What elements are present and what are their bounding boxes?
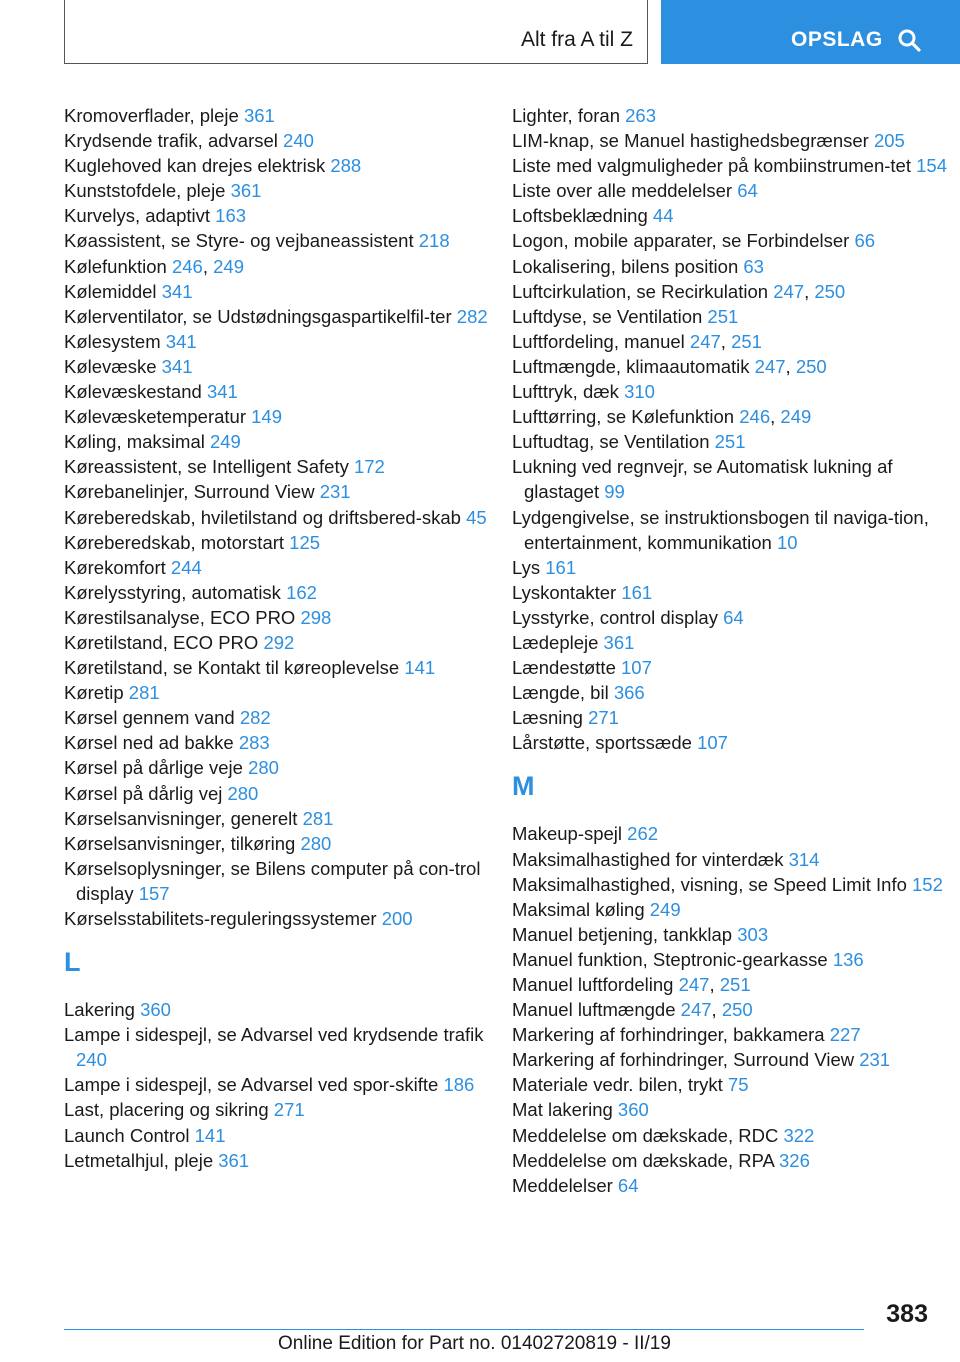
index-entry-text: Kølesystem <box>64 330 161 352</box>
index-entry <box>64 1148 504 1173</box>
index-entry-text: Kurvelys, adaptivt <box>64 205 211 227</box>
index-entry-text: Kørselsoplysninger, se Bilens computer på con-trol display <box>64 857 481 904</box>
index-entry-text: Køretilstand, ECO PRO <box>64 631 259 653</box>
index-entry <box>64 354 504 379</box>
index-entry-text: Kørebanelinjer, Surround View <box>64 481 315 503</box>
page-link[interactable]: 231 <box>859 1049 891 1071</box>
index-entry <box>64 153 504 178</box>
page-link[interactable]: 361 <box>603 631 635 653</box>
index-entry <box>64 997 504 1022</box>
page-link[interactable]: 280 <box>227 782 259 804</box>
page-link[interactable]: 249 <box>209 431 241 453</box>
index-entry: Manuel luftfordeling 247, 251 <box>512 974 751 995</box>
index-entry <box>64 1072 504 1097</box>
page-link[interactable]: 154 <box>916 155 947 177</box>
index-entry <box>64 856 504 906</box>
page-link[interactable]: 303 <box>737 923 769 945</box>
page-link[interactable]: 282 <box>239 707 271 729</box>
section-letter: L <box>64 947 81 978</box>
page-number: 383 <box>886 1300 928 1328</box>
index-entry-text: Lokalisering, bilens position <box>512 255 739 277</box>
index-entry <box>512 655 952 680</box>
index-entry <box>512 178 952 203</box>
page-link[interactable]: 247 <box>680 999 712 1021</box>
index-entry-text: Kølevæsketemperatur <box>64 406 246 428</box>
page-link[interactable]: 136 <box>832 948 864 970</box>
lookup-label: OPSLAG <box>791 28 883 51</box>
index-entry-text: Meddelelse om dækskade, RDC <box>512 1124 779 1146</box>
page-link[interactable]: 271 <box>588 707 619 729</box>
page-link[interactable]: 247 <box>754 355 786 377</box>
index-entry <box>64 128 504 153</box>
index-entry-text: Lysstyrke, control display <box>512 606 718 628</box>
index-entry-text: Kølefunktion <box>64 255 167 277</box>
index-entry-text: Køling, maksimal <box>64 431 205 453</box>
index-entry-text: Kølevæskestand <box>64 381 202 403</box>
index-entry-text: Kølevæske <box>64 355 157 377</box>
index-entry <box>64 530 504 555</box>
index-entry <box>512 429 952 454</box>
index-entry-text: Manuel luftmængde <box>512 999 676 1021</box>
index-entry <box>512 203 952 228</box>
page-link[interactable]: 162 <box>286 581 317 603</box>
index-entry-text: Kuglehoved kan drejes elektrisk <box>64 155 326 177</box>
index-entry-text: Kørestilsanalyse, ECO PRO <box>64 606 296 628</box>
index-entry-text: Køretilstand, se Kontakt til køreoplevelse <box>64 657 400 679</box>
index-entry-text: Lys <box>512 556 541 578</box>
index-entry-text: Liste over alle meddelelser <box>512 180 733 202</box>
index-entry-text: Luftcirkulation, se Recirkulation <box>512 280 769 302</box>
page-link[interactable]: 44 <box>652 205 674 227</box>
page-link[interactable]: 231 <box>319 481 351 503</box>
index-entry-text: Maksimal køling <box>512 898 645 920</box>
index-column-left <box>64 103 504 1173</box>
page-link[interactable]: 205 <box>873 130 905 152</box>
index-entry-text: Meddelelser <box>512 1174 613 1196</box>
index-entry <box>64 479 504 504</box>
page-link[interactable]: 45 <box>466 506 487 528</box>
index-entry-text: Makeup-spejl <box>512 823 623 845</box>
index-entry-text: Manuel funktion, Steptronic-gearkasse <box>512 948 828 970</box>
index-entry <box>64 505 504 530</box>
page-link[interactable]: 251 <box>707 305 739 327</box>
page-link[interactable]: 249 <box>213 255 245 277</box>
page-link[interactable]: 250 <box>814 280 846 302</box>
index-entry <box>512 304 952 329</box>
index-entry-text: Lædepleje <box>512 631 599 653</box>
index-entry <box>64 454 504 479</box>
index-entry-text: Krydsende trafik, advarsel <box>64 130 278 152</box>
index-entry <box>64 831 504 856</box>
index-entry <box>64 705 504 730</box>
index-entry <box>512 630 952 655</box>
page-link[interactable]: 107 <box>697 732 728 754</box>
page-link[interactable]: 310 <box>624 381 655 403</box>
page-link[interactable]: 271 <box>273 1099 305 1121</box>
page-link[interactable]: 244 <box>170 556 202 578</box>
index-entry-text: Luftmængde, klimaautomatik <box>512 355 750 377</box>
index-entry-text: Længde, bil <box>512 682 609 704</box>
index-entry-text: Kørsel ned ad bakke <box>64 732 234 754</box>
page-link[interactable]: 292 <box>263 631 295 653</box>
page-link[interactable]: 326 <box>779 1149 810 1171</box>
page-link[interactable]: 64 <box>723 606 744 628</box>
page-link[interactable]: 366 <box>613 682 645 704</box>
index-entry-text: Logon, mobile apparater, se Forbindelser <box>512 230 850 252</box>
index-entry <box>64 228 504 253</box>
index-entry <box>512 821 952 846</box>
index-entry-text: Luftdyse, se Ventilation <box>512 305 703 327</box>
index-entry-text: Køreberedskab, motorstart <box>64 531 285 553</box>
page-link[interactable]: 157 <box>138 882 170 904</box>
index-entry <box>512 505 952 555</box>
index-column-right <box>512 103 952 1198</box>
index-entry-text: Markering af forhindringer, Surround View <box>512 1049 855 1071</box>
index-entry-text: Launch Control <box>64 1124 190 1146</box>
page-link[interactable]: 263 <box>625 105 657 126</box>
page-link[interactable]: 341 <box>161 355 193 377</box>
page-link[interactable]: 283 <box>238 732 270 754</box>
index-entry-text: Kørsel på dårlige veje <box>64 757 243 779</box>
index-entry-text: Markering af forhindringer, bakkamera <box>512 1024 825 1046</box>
page-link[interactable]: 63 <box>743 255 764 277</box>
index-entry-text: Kromoverflader, pleje <box>64 105 239 126</box>
index-entry <box>512 1148 952 1173</box>
page-link[interactable]: 360 <box>140 999 171 1021</box>
index-entry <box>64 555 504 580</box>
index-entry <box>512 847 952 872</box>
page-link[interactable]: 10 <box>776 531 798 553</box>
index-entry-text: Manuel luftfordeling <box>512 974 674 995</box>
index-entry-text: Lårstøtte, sportssæde <box>512 732 692 754</box>
index-entry: Luftmængde, klimaautomatik 247, 250 <box>512 355 827 377</box>
index-entry <box>512 555 952 580</box>
index-entry-text: Kølerventilator, se Udstødningsgaspartikelfil-ter <box>64 305 452 327</box>
page-link[interactable]: 227 <box>829 1024 861 1046</box>
index-entry <box>64 806 504 831</box>
page-link[interactable]: 218 <box>418 230 450 252</box>
page-link[interactable]: 249 <box>649 898 681 920</box>
page-link[interactable]: 360 <box>617 1099 649 1121</box>
index-entry <box>64 1022 504 1072</box>
page-link[interactable]: 75 <box>727 1074 749 1096</box>
index-entry-text: Loftsbeklædning <box>512 205 648 227</box>
index-entry <box>64 304 504 329</box>
page-link[interactable]: 161 <box>621 581 653 603</box>
index-entry-text: Læsning <box>512 707 583 729</box>
index-entry <box>64 203 504 228</box>
footer-divider <box>64 1329 864 1330</box>
index-entry <box>64 781 504 806</box>
index-entry: Luftfordeling, manuel 247, 251 <box>512 330 762 352</box>
index-entry <box>64 429 504 454</box>
section-title: Alt fra A til Z <box>520 28 633 51</box>
index-entry <box>512 580 952 605</box>
index-entry <box>512 1022 952 1047</box>
index-entry <box>64 730 504 755</box>
page-link[interactable]: 247 <box>773 280 805 302</box>
page-link[interactable]: 341 <box>161 280 193 302</box>
page-link[interactable]: 249 <box>780 406 812 428</box>
page-link[interactable]: 152 <box>912 873 943 895</box>
page-link[interactable]: 288 <box>330 155 362 177</box>
page-link[interactable]: 251 <box>731 330 762 352</box>
index-entry-text: Luftfordeling, manuel <box>512 330 685 352</box>
index-entry <box>512 872 952 897</box>
index-entry <box>64 605 504 630</box>
page-link[interactable]: 141 <box>194 1124 226 1146</box>
index-entry-text: Liste med valgmuligheder på kombiinstrumen-tet <box>512 155 911 177</box>
index-entry <box>64 655 504 680</box>
index-entry-text: Lighter, foran <box>512 105 620 126</box>
index-entry <box>512 730 952 755</box>
lookup-button[interactable] <box>661 0 960 64</box>
page-link[interactable]: 361 <box>243 105 275 126</box>
index-entry <box>512 1173 952 1198</box>
page-link[interactable]: 186 <box>443 1074 475 1096</box>
index-entry <box>512 153 952 178</box>
page-link[interactable]: 341 <box>165 330 197 352</box>
page-link[interactable]: 246 <box>171 255 203 277</box>
index-entry-text: Lydgengivelse, se instruktionsbogen til naviga-tion, entertainment, kommunikation <box>512 506 929 553</box>
index-entry <box>512 228 952 253</box>
page-link[interactable]: 99 <box>604 481 625 503</box>
page-link[interactable]: 246 <box>739 406 771 428</box>
page-link[interactable]: 361 <box>230 180 262 202</box>
index-entry <box>512 897 952 922</box>
page-link[interactable]: 251 <box>714 431 746 453</box>
index-entry <box>64 329 504 354</box>
index-entry: Manuel luftmængde 247, 250 <box>512 999 753 1021</box>
index-entry-text: Kørselsanvisninger, generelt <box>64 807 298 829</box>
index-entry <box>64 755 504 780</box>
index-entry <box>512 947 952 972</box>
search-icon <box>897 28 921 52</box>
index-entry-text: Mat lakering <box>512 1099 613 1121</box>
index-entry <box>512 103 952 128</box>
index-entry <box>512 605 952 630</box>
index-entry-text: Lampe i sidespejl, se Advarsel ved krydsende trafik <box>64 1024 484 1046</box>
index-entry <box>64 178 504 203</box>
section-letter: M <box>512 771 535 802</box>
page-link[interactable]: 341 <box>206 381 238 403</box>
index-entry-text: Kørselsanvisninger, tilkøring <box>64 832 296 854</box>
index-entry-text: Køreberedskab, hviletilstand og driftsbered-skab <box>64 506 461 528</box>
index-entry <box>64 630 504 655</box>
index-entry-text: Lakering <box>64 999 135 1021</box>
page-link[interactable]: 281 <box>302 807 334 829</box>
index-entry-text: Kørsel på dårlig vej <box>64 782 223 804</box>
index-entry-text: Kørselsstabilitets-reguleringssystemer <box>64 908 377 929</box>
page-link[interactable]: 250 <box>795 355 827 377</box>
index-entry <box>512 454 952 504</box>
page-link[interactable]: 66 <box>854 230 876 252</box>
page-link[interactable]: 280 <box>300 832 332 854</box>
footer-edition: Online Edition for Part no. 01402720819 - II/19 <box>278 1333 671 1354</box>
index-entry-text: LIM-knap, se Manuel hastighedsbegrænser <box>512 130 869 152</box>
page-link[interactable]: 163 <box>215 205 247 227</box>
index-entry <box>64 1097 504 1122</box>
page-link[interactable]: 240 <box>76 1049 107 1071</box>
page-link[interactable]: 64 <box>617 1174 639 1196</box>
index-entry-text: Kørsel gennem vand <box>64 707 235 729</box>
index-entry-text: Kølemiddel <box>64 280 157 302</box>
page-link[interactable]: 281 <box>128 682 160 704</box>
section-tab[interactable] <box>64 0 648 64</box>
page-link[interactable]: 149 <box>251 406 282 428</box>
page-link[interactable]: 247 <box>678 974 710 995</box>
page-link[interactable]: 247 <box>689 330 721 352</box>
page-link[interactable]: 282 <box>456 305 488 327</box>
index-entry <box>512 254 952 279</box>
index-entry-text: Letmetalhjul, pleje <box>64 1149 214 1171</box>
index-entry-text: Manuel betjening, tankklap <box>512 923 733 945</box>
page-link[interactable]: 280 <box>248 757 279 779</box>
index-entry <box>512 379 952 404</box>
index-entry <box>64 906 504 931</box>
page-link[interactable]: 64 <box>737 180 758 202</box>
index-entry-text: Køretip <box>64 682 124 704</box>
page-link[interactable]: 172 <box>353 456 385 478</box>
index-entry: Kølefunktion 246, 249 <box>64 255 245 277</box>
page-link[interactable]: 298 <box>300 606 332 628</box>
index-entry <box>512 705 952 730</box>
page-link[interactable]: 141 <box>404 657 436 679</box>
index-entry-text: Kørelysstyring, automatisk <box>64 581 281 603</box>
index-entry-text: Kørekomfort <box>64 556 166 578</box>
index-entry-text: Meddelelse om dækskade, RPA <box>512 1149 774 1171</box>
index-entry <box>512 1123 952 1148</box>
page-link[interactable]: 240 <box>283 130 314 152</box>
index-entry <box>64 279 504 304</box>
page-link[interactable]: 322 <box>783 1124 815 1146</box>
index-entry <box>512 1047 952 1072</box>
index-entry-text: Luftudtag, se Ventilation <box>512 431 710 453</box>
page-link[interactable]: 251 <box>719 974 751 995</box>
page-link[interactable]: 107 <box>621 657 652 679</box>
index-entry-text: Maksimalhastighed, visning, se Speed Limit Info <box>512 873 907 895</box>
page-link[interactable]: 125 <box>289 531 321 553</box>
index-entry: Luftcirkulation, se Recirkulation 247, 250 <box>512 280 846 302</box>
index-entry <box>512 128 952 153</box>
index-entry <box>64 404 504 429</box>
index-entry <box>512 1072 952 1097</box>
index-entry <box>64 379 504 404</box>
index-entry-text: Materiale vedr. bilen, trykt <box>512 1074 723 1096</box>
index-entry-text: Lændestøtte <box>512 657 616 679</box>
page-link[interactable]: 161 <box>545 556 577 578</box>
page-link[interactable]: 200 <box>381 908 413 929</box>
page-link[interactable]: 314 <box>788 848 820 870</box>
index-entry <box>512 922 952 947</box>
index-entry <box>512 680 952 705</box>
index-entry <box>64 580 504 605</box>
index-entry <box>512 1097 952 1122</box>
index-entry-text: Kunststofdele, pleje <box>64 180 226 202</box>
page-link[interactable]: 262 <box>627 823 659 845</box>
index-entry-text: Køassistent, se Styre- og vejbaneassistent <box>64 230 414 252</box>
index-entry-text: Lufttørring, se Kølefunktion <box>512 406 735 428</box>
index-entry-text: Lampe i sidespejl, se Advarsel ved spor-skifte <box>64 1074 439 1096</box>
index-entry-text: Lufttryk, dæk <box>512 381 619 403</box>
index-entry: Lufttørring, se Kølefunktion 246, 249 <box>512 406 812 428</box>
index-entry <box>64 103 504 128</box>
index-entry <box>64 680 504 705</box>
index-entry-text: Maksimalhastighed for vinterdæk <box>512 848 784 870</box>
index-entry-text: Lukning ved regnvejr, se Automatisk lukning af glastaget <box>512 456 893 503</box>
index-entry-text: Køreassistent, se Intelligent Safety <box>64 456 349 478</box>
page-link[interactable]: 361 <box>218 1149 250 1171</box>
index-entry-text: Lyskontakter <box>512 581 617 603</box>
index-entry <box>64 1123 504 1148</box>
page-link[interactable]: 250 <box>721 999 753 1021</box>
index-entry-text: Last, placering og sikring <box>64 1099 269 1121</box>
